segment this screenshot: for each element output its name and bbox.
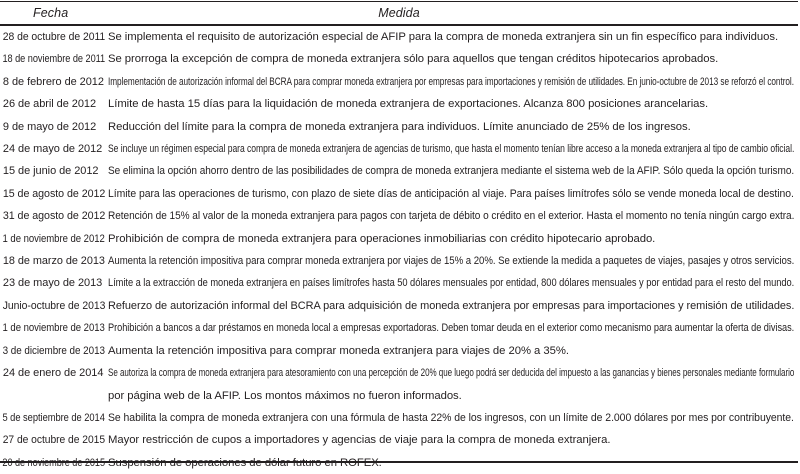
cell-medida <box>108 183 794 205</box>
table-row <box>0 272 798 294</box>
table-row <box>0 71 798 93</box>
cell-medida <box>108 93 794 115</box>
table-row <box>0 295 798 317</box>
cell-fecha: 18 de marzo de 2013 <box>2 255 105 268</box>
table-row <box>0 160 798 182</box>
cell-medida-line: Se implementa el requisito de autorización especial de AFIP para la compra de moneda extranjera sin un fin específico para individuos. <box>108 31 779 43</box>
cell-medida <box>108 429 794 451</box>
cell-fecha: 1 de noviembre de 2013 <box>2 322 105 335</box>
table-row <box>0 138 798 160</box>
cell-medida <box>108 317 794 339</box>
table-bottom-rule <box>0 461 798 463</box>
cell-medida-line: Implementación de autorización informal del BCRA para comprar moneda extranjera por empresas para importaciones y remisión de utilidades. En junio-octubre de 2013 se reforzó el control. <box>108 75 794 88</box>
cell-fecha: 9 de mayo de 2012 <box>2 120 97 133</box>
cell-medida <box>108 295 794 317</box>
cell-medida <box>108 160 794 182</box>
cell-medida <box>108 340 794 362</box>
cell-medida-line: Se autoriza la compra de moneda extranjera para atesoramiento con una percepción de 20% que luego podrá ser deducida del impuesto a las ganancias y bienes personales mediante formulario <box>108 367 795 380</box>
cell-medida-line: por página web de la AFIP. Los montos máximos no fueron informados. <box>108 389 462 402</box>
cell-medida-line: Se elimina la opción ahorro dentro de las posibilidades de compra de moneda extranjera mediante el sistema web de la AFIP. Sólo queda la opción turismo. <box>108 165 795 178</box>
cell-medida <box>108 228 794 250</box>
table-row <box>0 48 798 70</box>
cell-medida <box>108 272 794 294</box>
cell-medida-line: Límite para las operaciones de turismo, con plazo de siete días de anticipación al viaje. Para países limítrofes sólo se vende moneda local de destino. <box>108 187 794 200</box>
cell-fecha: 27 de octubre de 2015 <box>2 434 106 447</box>
cell-medida <box>108 116 794 138</box>
cell-medida-line: Prohibición a bancos a dar préstamos en moneda local a empresas exportadoras. Deben tomar deuda en el exterior como mecanismo para aumentar la oferta de divisas. <box>108 322 795 335</box>
cell-medida-line: Retención de 15% al valor de la moneda extranjera para pagos con tarjeta de débito o crédito en el exterior. Hasta el momento no tenía ningún cargo extra. <box>108 210 795 223</box>
cell-fecha: 18 de noviembre de 2011 <box>2 53 106 66</box>
cell-fecha: 31 de agosto de 2012 <box>2 210 106 223</box>
cell-fecha: 8 de febrero de 2012 <box>2 75 104 88</box>
table-row <box>0 250 798 272</box>
table-row <box>0 183 798 205</box>
cell-medida <box>108 205 794 227</box>
table-row <box>0 340 798 362</box>
cell-fecha: 15 de agosto de 2012 <box>2 187 106 200</box>
column-header-fecha: Fecha <box>33 6 69 20</box>
cell-fecha: 28 de octubre de 2011 <box>2 31 106 43</box>
cell-medida-line: Refuerzo de autorización informal del BCRA para adquisición de moneda extranjera por empresas para importaciones y remisión de utilidades. <box>108 299 795 312</box>
table-header-row <box>0 3 798 23</box>
cell-medida-line: Límite a la extracción de moneda extranjera en países limítrofes hasta 50 dólares mensuales por entidad, 800 dólares mensuales y por entidad para el resto del mundo. <box>108 277 795 290</box>
cell-medida-line: Límite de hasta 15 días para la liquidación de moneda extranjera de exportaciones. Alcanza 800 posiciones arancelarias. <box>108 98 709 111</box>
cell-medida-line: Prohibición de compra de moneda extranjera para operaciones inmobiliarias con crédito hipotecario aprobado. <box>108 232 656 245</box>
table-row <box>0 317 798 339</box>
table-row <box>0 205 798 227</box>
table-row <box>0 228 798 250</box>
cell-medida <box>108 71 794 93</box>
cell-medida <box>108 362 794 407</box>
cell-fecha: 15 de junio de 2012 <box>2 165 99 178</box>
cell-fecha: 24 de mayo de 2012 <box>2 143 103 156</box>
cell-medida <box>108 407 794 429</box>
cell-medida <box>108 138 794 160</box>
cell-medida-line: Se incluye un régimen especial para compra de moneda extranjera de agencias de turismo, que hasta el momento tenían libre acceso a la moneda extranjera al tipo de cambio oficial. <box>108 143 795 156</box>
cell-fecha: 5 de septiembre de 2014 <box>2 411 105 424</box>
cell-fecha: 26 de abril de 2012 <box>2 98 97 111</box>
cell-medida-line: Aumenta la retención impositiva para comprar moneda extranjera para viajes de 20% a 35%. <box>108 344 569 357</box>
cell-medida <box>108 26 794 48</box>
cell-medida-line: Se habilita la compra de moneda extranjera con una fórmula de hasta 22% de los ingresos, con un límite de 2.000 dólares por mes por contribuyente. <box>108 411 794 424</box>
table-row <box>0 407 798 429</box>
column-header-medida: Medida <box>378 6 420 20</box>
table-top-rule <box>0 1 798 2</box>
cell-fecha: 1 de noviembre de 2012 <box>2 232 105 245</box>
cell-fecha: 3 de diciembre de 2013 <box>2 344 105 357</box>
cell-medida-line: Se prorroga la excepción de compra de moneda extranjera sólo para aquellos que tengan créditos hipotecarios aprobados. <box>108 53 719 66</box>
table-row <box>0 429 798 451</box>
table-body <box>0 26 798 474</box>
table-row <box>0 93 798 115</box>
cell-medida-line: Aumenta la retención impositiva para comprar moneda extranjera por viajes de 15% a 20%. Se extiende la medida a paquetes de viajes, pasajes y otros servicios. <box>108 255 795 268</box>
cell-fecha: 23 de mayo de 2013 <box>2 277 103 290</box>
table-row <box>0 26 798 48</box>
cell-fecha: Junio-octubre de 2013 <box>2 299 106 312</box>
cell-medida <box>108 250 794 272</box>
cell-medida-line: Reducción del límite para la compra de moneda extranjera para individuos. Límite anunciado de 25% de los ingresos. <box>108 120 691 133</box>
cell-medida <box>108 48 794 70</box>
table-row <box>0 362 798 407</box>
cell-fecha: 24 de enero de 2014 <box>2 367 104 380</box>
table-row <box>0 116 798 138</box>
cell-medida-line: Mayor restricción de cupos a importadores y agencias de viaje para la compra de moneda extranjera. <box>108 434 611 447</box>
